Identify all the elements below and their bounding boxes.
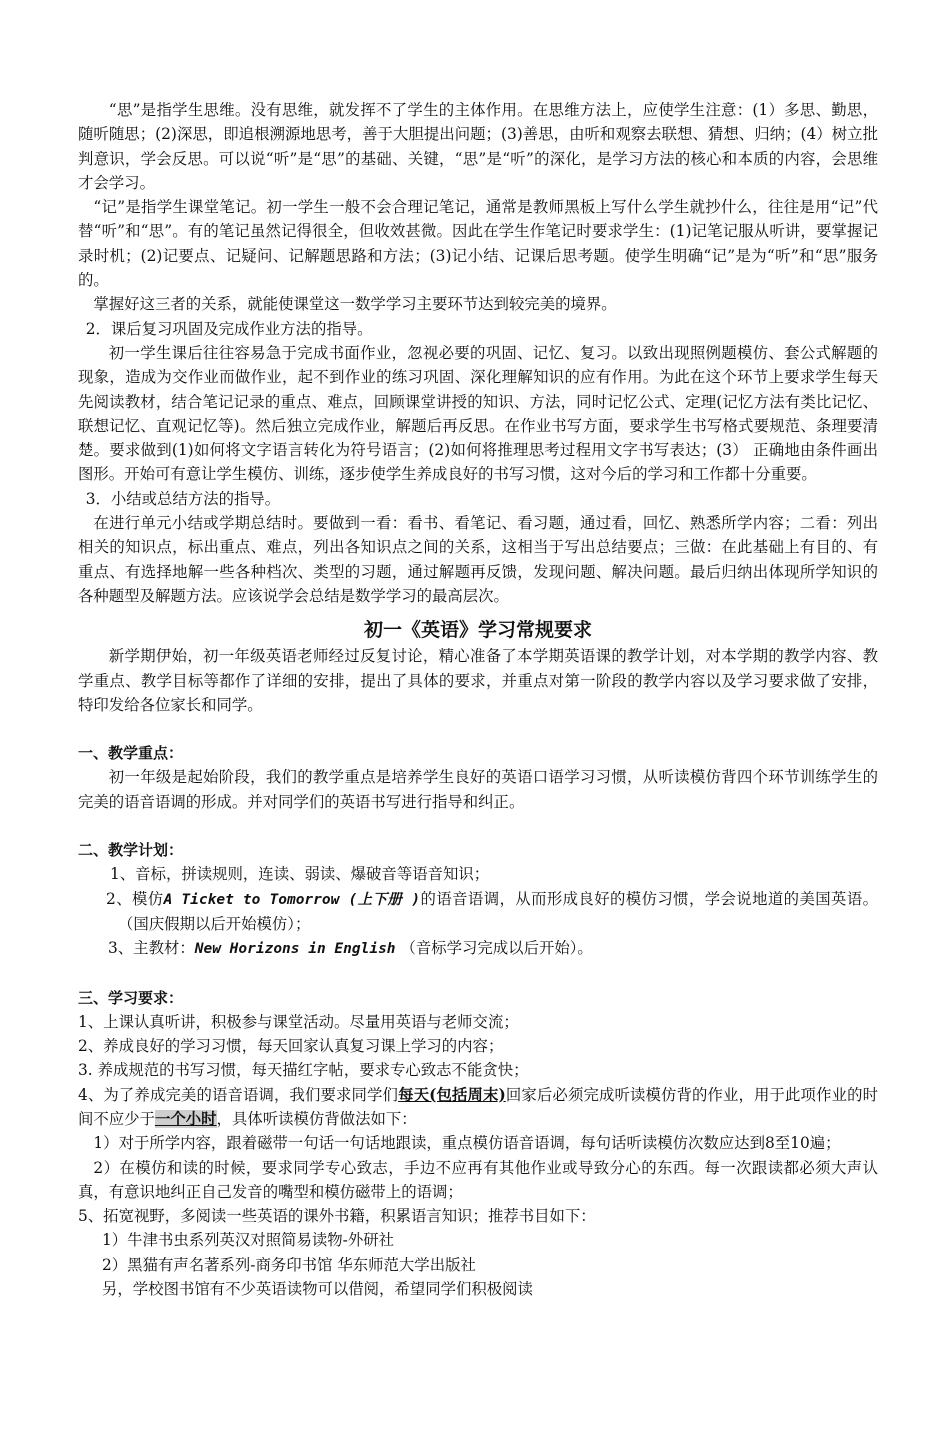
english-intro: 新学期伊始，初一年级英语老师经过反复讨论，精心准备了本学期英语课的教学计划，对本学期的教学内容、教学重点、教学目标等都作了详细的安排，提出了具体的要求，并重点对第一阶段的教学内容以及学习要求做了安排，特印发给各位家长和同学。 xyxy=(78,647,878,714)
plan-item-2 xyxy=(78,887,878,937)
section-study-requirements: 三、学习要求： xyxy=(78,988,184,1007)
plan-item-3-text: （音标学习完成以后开始）。 xyxy=(395,939,593,958)
section-teaching-plan: 二、教学计划： xyxy=(78,841,184,860)
book-title-new-horizons: New Horizons in English xyxy=(194,941,396,958)
book-list-item-2: 2）黑猫有声名著系列-商务印书馆 华东师范大学出版社 xyxy=(102,1255,476,1274)
document-page xyxy=(78,98,878,1301)
paragraph-notes: “记”是指学生课堂笔记。初一学生一般不会合理记笔记，通常是教师黑板上写什么学生就抄什么，往往是用“记”代替“听”和“思”。有的笔记虽然记得很全，但收效甚微。因此在学生作笔记时要求学生：(1)记笔记服从听讲，要掌握记录时机；(2)记要点、记疑问、记解题思路和方法；(3)记小结、记课后思考题。使学生明确“记”是为“听”和“思”服务的。 xyxy=(78,198,878,290)
plan-item-3-prefix: 3、主教材： xyxy=(108,939,195,958)
english-title: 初一《英语》学习常规要求 xyxy=(363,619,592,642)
teaching-focus-body: 初一年级是起始阶段，我们的教学重点是培养学生良好的英语口语学习习惯，从听读模仿背四个环节训练学生的完美的语音语调的形成。并对同学们的英语书写进行指导和纠正。 xyxy=(78,768,878,811)
paragraph-summary: 在进行单元小结或学期总结时。要做到一看：看书、看笔记、看习题，通过看，回忆、熟悉所学内容；二看：列出相关的知识点，标出重点、难点，列出各知识点之间的关系，这相当于写出总结要点；三做：在此基础上有目的、有重点、有选择地解一些各种档次、类型的习题，通过解题再反馈，发现问题、解决问题。最后归纳出体现所学知识的各种题型及解题方法。应该说学会总结是数学学习的最高层次。 xyxy=(78,514,878,605)
book-title-ticket: A Ticket to Tomorrow (上下册 ) xyxy=(163,891,421,908)
paragraph-thinking: “思”是指学生思维。没有思维，就发挥不了学生的主体作用。在思维方法上，应使学生注意：(1）多思、勤思，随听随思；(2)深思，即追根溯源地思考，善于大胆提出问题；(3)善思，由听和观察去联想、猜想、归纳；(4）树立批判意识，学会反思。可以说“听”是“思”的基础、关键，“思”是“听”的深化，是学习方法的核心和本质的内容，会思维才会学习。 xyxy=(78,101,878,192)
requirement-3: 3. 养成规范的书写习惯，每天描红字帖，要求专心致志不能贪快； xyxy=(78,1061,529,1080)
plan-item-2-prefix: 2、模仿 xyxy=(106,889,164,908)
paragraph-review: 初一学生课后往往容易急于完成书面作业，忽视必要的巩固、记忆、复习。以致出现照例题模仿、套公式解题的现象，造成为交作业而做作业，起不到作业的练习巩固、深化理解知识的应有作用。为此在这个环节上要求学生每天先阅读教材，结合笔记记录的重点、难点，回顾课堂讲授的知识、方法，同时记忆公式、定理(记忆方法有类比记忆、联想记忆、直观记忆等)。然后独立完成作业，解题后再反思。在作业书写方面，要求学生书写格式要规范、条理要清楚。要求做到(1)如何将文字语言转化为符号语言；(2)如何将推理思考过程用文字书写表达；(3） 正确地由条件画出图形。开始可有意让学生模仿、训练，逐步使学生养成良好的书写习惯，这对今后的学习和工作都十分重要。 xyxy=(78,343,878,484)
section-teaching-focus: 一、教学重点： xyxy=(78,744,184,763)
requirement-4-part-a: 4、为了养成完美的语音语调，我们要求同学们 xyxy=(78,1085,399,1104)
requirement-4-part-e: ，具体听读模仿背做法如下： xyxy=(216,1109,417,1128)
plan-item-1 xyxy=(78,862,878,886)
plan-item-2-text: 的语音语调，从而形成良好的模仿习惯，学会说地道的美国英语。（国庆假期以后开始模仿）； xyxy=(118,889,878,933)
every-day-emphasis: 每天(包括周末) xyxy=(398,1085,506,1104)
paragraph-master: 掌握好这三者的关系，就能使课堂这一数学学习主要环节达到较完美的境界。 xyxy=(93,295,617,314)
one-hour-highlight: 一个小时 xyxy=(154,1109,217,1128)
requirement-2: 2、养成良好的学习习惯，每天回家认真复习课上学习的内容； xyxy=(78,1037,504,1056)
requirement-4-part-c: 回家后必须完成听读模仿背的作业，用于此项作业的时间不应少于 xyxy=(78,1085,878,1128)
requirement-4 xyxy=(78,1083,878,1132)
library-note: 另，学校图书馆有不少英语读物可以借阅，希望同学们积极阅读 xyxy=(102,1280,533,1299)
requirement-1: 1、上课认真听讲，积极参与课堂活动。尽量用英语与老师交流； xyxy=(78,1012,519,1031)
heading-summary: 3．小结或总结方法的指导。 xyxy=(85,489,281,508)
requirement-5: 5、拓宽视野，多阅读一些英语的课外书籍，积累语言知识；推荐书目如下： xyxy=(78,1207,596,1226)
requirement-4-step-1: 1）对于所学内容，跟着磁带一句话一句话地跟读，重点模仿语音语调，每句话听读模仿次数应达到8至10遍； xyxy=(93,1134,841,1153)
book-list-item-1: 1）牛津书虫系列英汉对照简易读物-外研社 xyxy=(102,1231,395,1250)
plan-item-3 xyxy=(78,936,878,961)
heading-review: 2．课后复习巩固及完成作业方法的指导。 xyxy=(85,319,373,338)
requirement-4-step-2: 2）在模仿和读的时候，要求同学专心致志，手边不应再有其他作业或导致分心的东西。每一次跟读都必须大声认真，有意识地纠正自己发音的嘴型和模仿磁带上的语调； xyxy=(78,1158,878,1201)
plan-item-1-text: 1、音标，拼读规则，连读、弱读、爆破音等语音知识； xyxy=(110,865,490,884)
